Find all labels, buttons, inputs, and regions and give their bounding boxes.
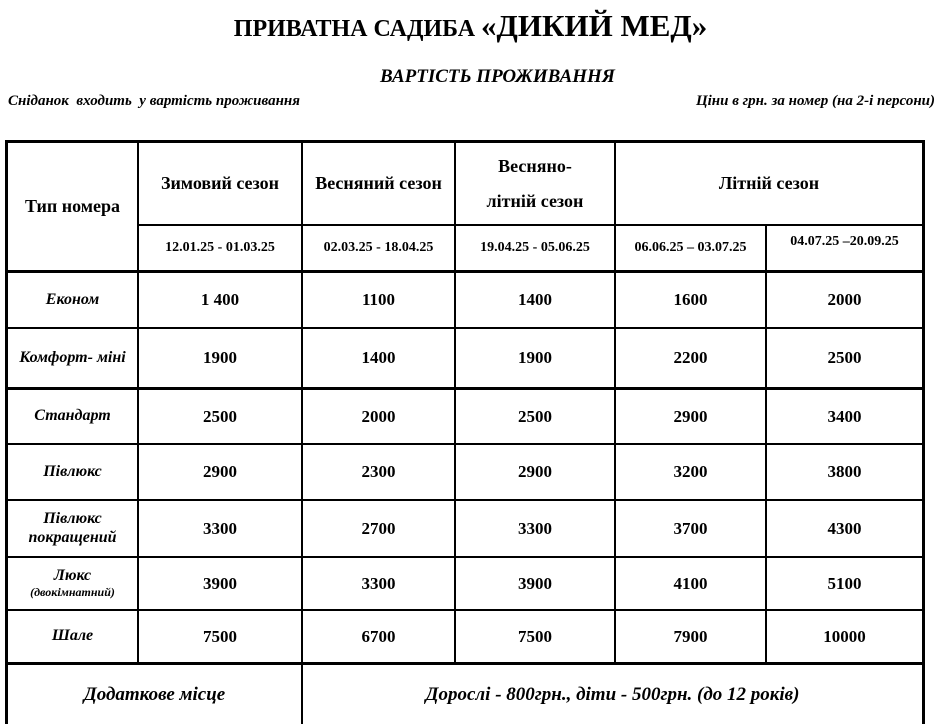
date-range: 06.06.25 – 03.07.25: [634, 239, 747, 255]
price-cell: 1400: [361, 348, 396, 368]
price-cell: 4100: [673, 573, 708, 593]
price-cell: 2700: [361, 518, 396, 538]
room-type-label: [8, 445, 137, 499]
price-cell: 3300: [361, 573, 396, 593]
price-cell: 6700: [361, 626, 396, 646]
room-type-label: [8, 390, 137, 443]
price-cell: 2900: [518, 462, 552, 482]
room-type-label: [8, 273, 137, 327]
title-name: «ДИКИЙ МЕД»: [481, 8, 708, 43]
price-cell: 3300: [518, 518, 552, 538]
season-name: Весняно-: [498, 156, 572, 177]
subtitle: ВАРТІСТЬ ПРОЖИВАННЯ: [380, 66, 615, 87]
price-cell: 2500: [518, 406, 552, 426]
room-type-label: [8, 501, 137, 556]
price-cell: 2900: [673, 406, 708, 426]
room-type-name: Півлюкс: [43, 462, 102, 480]
price-cell: 2200: [673, 348, 708, 368]
date-range: 02.03.25 - 18.04.25: [323, 239, 434, 255]
price-cell: 2500: [827, 348, 862, 368]
price-cell: 1100: [361, 290, 396, 310]
room-type-name: Стандарт: [34, 407, 111, 425]
type-header: Тип номера: [24, 196, 121, 217]
page-title: [0, 8, 941, 44]
extra-bed-label: Додаткове місце: [83, 683, 226, 705]
room-type-name: Комфорт- міні: [19, 348, 126, 366]
room-type-name: Півлюкс: [43, 510, 102, 528]
price-cell: 2900: [203, 462, 237, 482]
price-cell: 2300: [361, 462, 396, 482]
date-range: 19.04.25 - 05.06.25: [480, 239, 590, 255]
price-cell: 1600: [673, 290, 708, 310]
price-cell: 3200: [673, 462, 708, 482]
room-type-name: Шале: [51, 627, 94, 645]
price-note: Ціни в грн. за номер (на 2-і персони): [695, 93, 935, 109]
price-cell: 2000: [361, 406, 396, 426]
title-prefix: ПРИВАТНА САДИБА: [233, 16, 482, 42]
price-cell: 1 400: [200, 290, 240, 310]
price-cell: 4300: [827, 518, 862, 538]
price-cell: 3300: [203, 518, 237, 538]
date-range: 12.01.25 - 01.03.25: [165, 239, 275, 255]
price-cell: 7900: [673, 626, 708, 646]
room-type-label: [8, 558, 137, 609]
price-cell: 1900: [203, 348, 237, 368]
breakfast-note: Сніданок входить у вартість проживання: [8, 93, 300, 109]
room-type-subname: покращений: [28, 528, 117, 546]
room-type-label: [8, 611, 137, 662]
extra-bed-prices: Дорослі - 800грн., діти - 500грн. (до 12 років): [425, 683, 800, 705]
price-cell: 3900: [203, 573, 237, 593]
season-name: Весняний сезон: [315, 173, 442, 194]
room-type-label: [8, 329, 137, 387]
price-cell: 3700: [673, 518, 708, 538]
price-cell: 10000: [823, 626, 866, 646]
price-cell: 1400: [518, 290, 552, 310]
season-name-line2: літній сезон: [486, 190, 584, 211]
table-border-right: [922, 140, 925, 724]
price-cell: 2000: [827, 290, 862, 310]
price-cell: 3400: [827, 406, 862, 426]
price-cell: 5100: [827, 573, 862, 593]
season-name: Зимовий сезон: [160, 173, 280, 194]
price-cell: 3800: [827, 462, 862, 482]
room-type-name: Люкс: [53, 567, 92, 585]
price-cell: 2500: [203, 406, 237, 426]
season-header: [616, 143, 922, 224]
date-range: 04.07.25 –20.09.25: [790, 233, 899, 249]
room-type-subname: (двокімнатний): [30, 584, 115, 599]
price-cell: 3900: [518, 573, 552, 593]
season-header: [303, 143, 454, 224]
price-cell: 7500: [518, 626, 552, 646]
price-cell: 7500: [203, 626, 237, 646]
season-header: [139, 143, 301, 224]
price-cell: 1900: [518, 348, 552, 368]
season-name: Літній сезон: [718, 173, 820, 194]
room-type-name: Економ: [45, 290, 100, 308]
season-header: [456, 143, 614, 224]
